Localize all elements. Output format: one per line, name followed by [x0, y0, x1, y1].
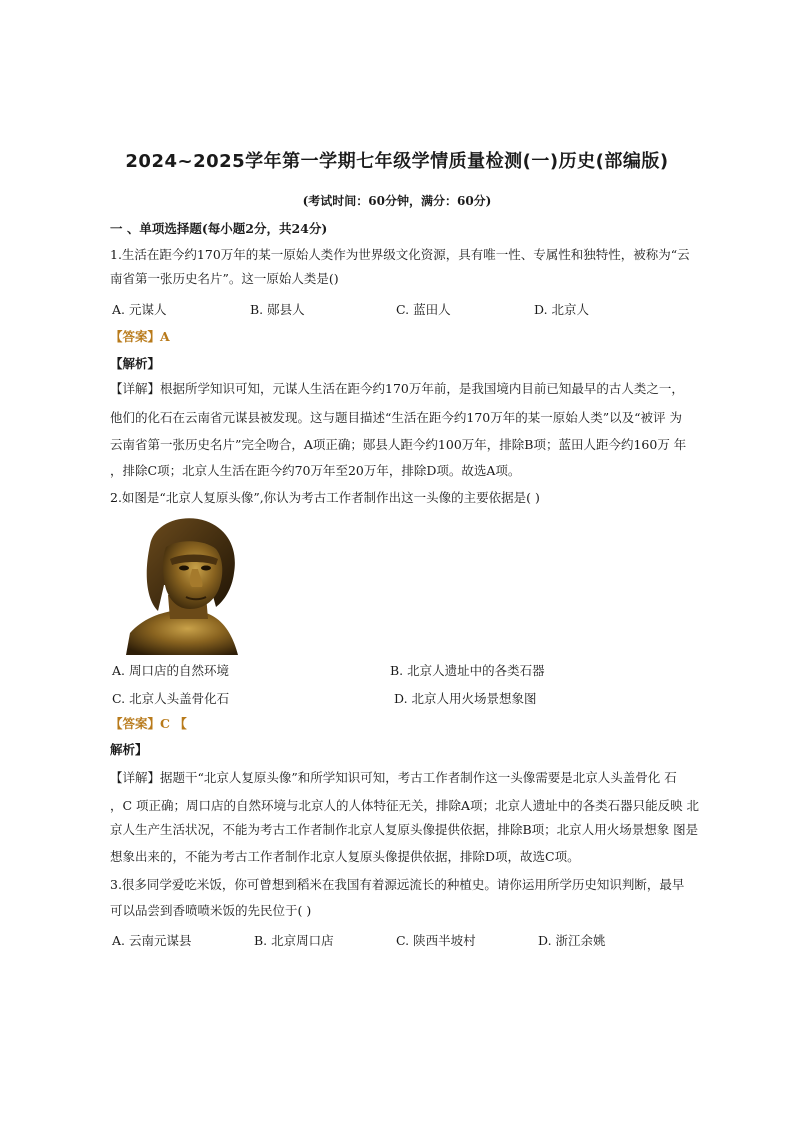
q2-detail-line-2: ，C 项正确；周口店的自然环境与北京人的人体特征无关，排除A项；北京人遗址中的各类石器只能反映 北 [110, 798, 700, 813]
q2-detail-line-4: 想象出来的，不能为考古工作者制作北京人复原头像提供依据，排除D项，故选C项。 [110, 849, 580, 864]
q3-stem-line-1: 3.很多同学爱吃米饭，你可曾想到稻米在我国有着源远流长的种植史。请你运用所学历史知识判断，最早 [110, 877, 685, 892]
q3-option-d: D. 浙江余姚 [538, 933, 606, 948]
q2-option-b: B. 北京人遗址中的各类石器 [390, 663, 545, 678]
q2-detail-line-3: 京人生产生活状况，不能为考古工作者制作北京人复原头像提供依据，排除B项；北京人用火场景想象 图是 [110, 822, 699, 837]
q2-option-c: C. 北京人头盖骨化石 [112, 691, 230, 706]
q1-stem-line-2: 南省第一张历史名片”。这一原始人类是() [110, 271, 339, 286]
q2-option-a: A. 周口店的自然环境 [112, 663, 229, 678]
q1-detail-line-2: 他们的化石在云南省元谋县被发现。这与题目描述“生活在距今约170万年的某一原始人类”以及“被评 为 [110, 410, 683, 425]
q1-analysis-label: 【解析】 [110, 356, 161, 371]
peking-man-bust-image [120, 515, 244, 655]
q3-option-a: A. 云南元谋县 [112, 933, 192, 948]
q2-detail-line-1: 【详解】据题干“北京人复原头像”和所学知识可知，考古工作者制作这一头像需要是北京人头盖骨化 石 [110, 770, 677, 785]
page-title: 2024~2025学年第一学期七年级学情质量检测(一)历史(部编版) [125, 151, 669, 172]
q1-option-b: B. 郧县人 [250, 302, 305, 317]
q1-stem-line-1: 1.生活在距今约170万年的某一原始人类作为世界级文化资源，具有唯一性、专属性和独特性，被称为“云 [110, 247, 690, 262]
q1-detail-line-3: 云南省第一张历史名片”完全吻合，A项正确；郧县人距今约100万年，排除B项；蓝田人距今约160万 年 [110, 437, 687, 452]
section-heading: 一 、单项选择题(每小题2分，共24分) [110, 221, 328, 236]
q3-stem-line-2: 可以品尝到香喷喷米饭的先民位于( ) [110, 903, 312, 918]
q1-option-c: C. 蓝田人 [396, 302, 451, 317]
q1-option-a: A. 元谋人 [112, 302, 167, 317]
q3-option-c: C. 陕西半坡村 [396, 933, 476, 948]
q2-option-d: D. 北京人用火场景想象图 [394, 691, 537, 706]
q1-option-d: D. 北京人 [534, 302, 590, 317]
q2-analysis-label: 解析】 [110, 742, 148, 757]
q2-stem: 2.如图是“北京人复原头像”,你认为考古工作者制作出这一头像的主要依据是( ) [110, 490, 540, 505]
exam-info: (考试时间：60分钟，满分：60分) [302, 194, 492, 208]
q1-detail-line-1: 【详解】根据所学知识可知，元谋人生活在距今约170万年前，是我国境内目前已知最早的古人类之一， [110, 381, 684, 396]
q1-detail-line-4: ，排除C项；北京人生活在距今约70万年至20万年，排除D项。故选A项。 [110, 463, 521, 478]
q1-answer: 【答案】A [110, 329, 170, 344]
q3-option-b: B. 北京周口店 [254, 933, 334, 948]
q2-answer: 【答案】C 【 [110, 716, 187, 731]
